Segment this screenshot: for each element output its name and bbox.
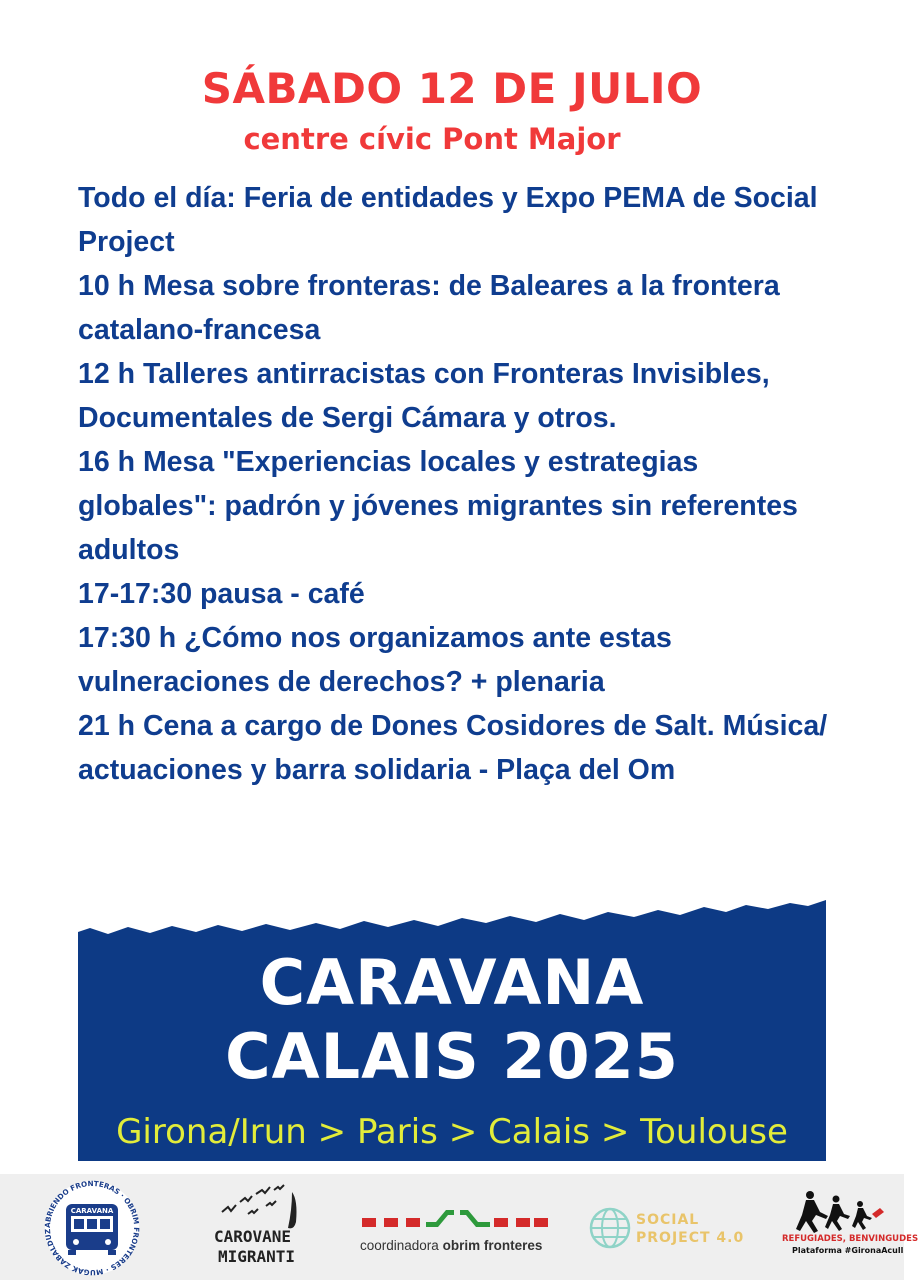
refugiades-line2: Plataforma #GironaAcull — [792, 1246, 904, 1255]
event-venue: centre cívic Pont Major — [243, 122, 621, 156]
program-item: Todo el día: Feria de entidades y Expo PEMA de Social Project — [78, 182, 818, 258]
carovane-line2: MIGRANTI — [218, 1247, 296, 1266]
program-list — [78, 176, 838, 792]
svg-text:CARAVANA: CARAVANA — [70, 1207, 114, 1215]
refugiades-line1: REFUGIADES, BENVINGUDES — [782, 1234, 918, 1244]
globe-icon — [588, 1206, 632, 1250]
program-item: 12 h Talleres antirracistas con Fronteras Invisibles, Documentales de Sergi Cámara y otros. — [78, 358, 770, 434]
carovane-line1: CAROVANE — [214, 1227, 292, 1246]
bus-icon — [42, 1180, 142, 1276]
program-item: 21 h Cena a cargo de Dones Cosidores de Salt. Música/ actuaciones y barra solidaria - Plaça del Om — [78, 710, 828, 786]
banner-title-line2: CALAIS 2025 — [225, 1020, 679, 1093]
svg-text:ABRIENDO FRONTERAS · OBRIM FRO: ABRIENDO FRONTERAS · OBRIM FRONTERES · MUGAK ZABALDUZ — [42, 1180, 142, 1276]
social-project-line2: PROJECT 4.0 — [636, 1230, 745, 1246]
dashed-border-icon — [360, 1208, 550, 1232]
birds-icon — [212, 1182, 312, 1232]
program-item: 17:30 h ¿Cómo nos organizamos ante estas vulneraciones de derechos? + plenaria — [78, 622, 672, 698]
program-item: 16 h Mesa "Experiencias locales y estrategias globales": padrón y jóvenes migrantes sin referentes adultos — [78, 446, 798, 566]
social-project-line1: SOCIAL — [636, 1212, 700, 1228]
running-family-icon — [780, 1190, 892, 1230]
refugiades-benvingudes-logo — [780, 1190, 918, 1260]
event-date: SÁBADO 12 DE JULIO — [201, 64, 703, 113]
banner-title-line1: CARAVANA — [259, 946, 645, 1019]
caravana-logo — [42, 1180, 142, 1276]
footer-logos — [0, 1174, 918, 1280]
obrim-fronteres-text: coordinadora obrim fronteres — [360, 1238, 543, 1253]
program-item: 17-17:30 pausa - café — [78, 578, 365, 610]
social-project-logo — [588, 1206, 758, 1256]
banner-route: Girona/Irun > Paris > Calais > Toulouse — [116, 1112, 788, 1152]
program-item: 10 h Mesa sobre fronteras: de Baleares a la frontera catalano-francesa — [78, 270, 780, 346]
carovane-migranti-logo — [212, 1182, 312, 1276]
obrim-fronteres-logo — [360, 1208, 550, 1258]
